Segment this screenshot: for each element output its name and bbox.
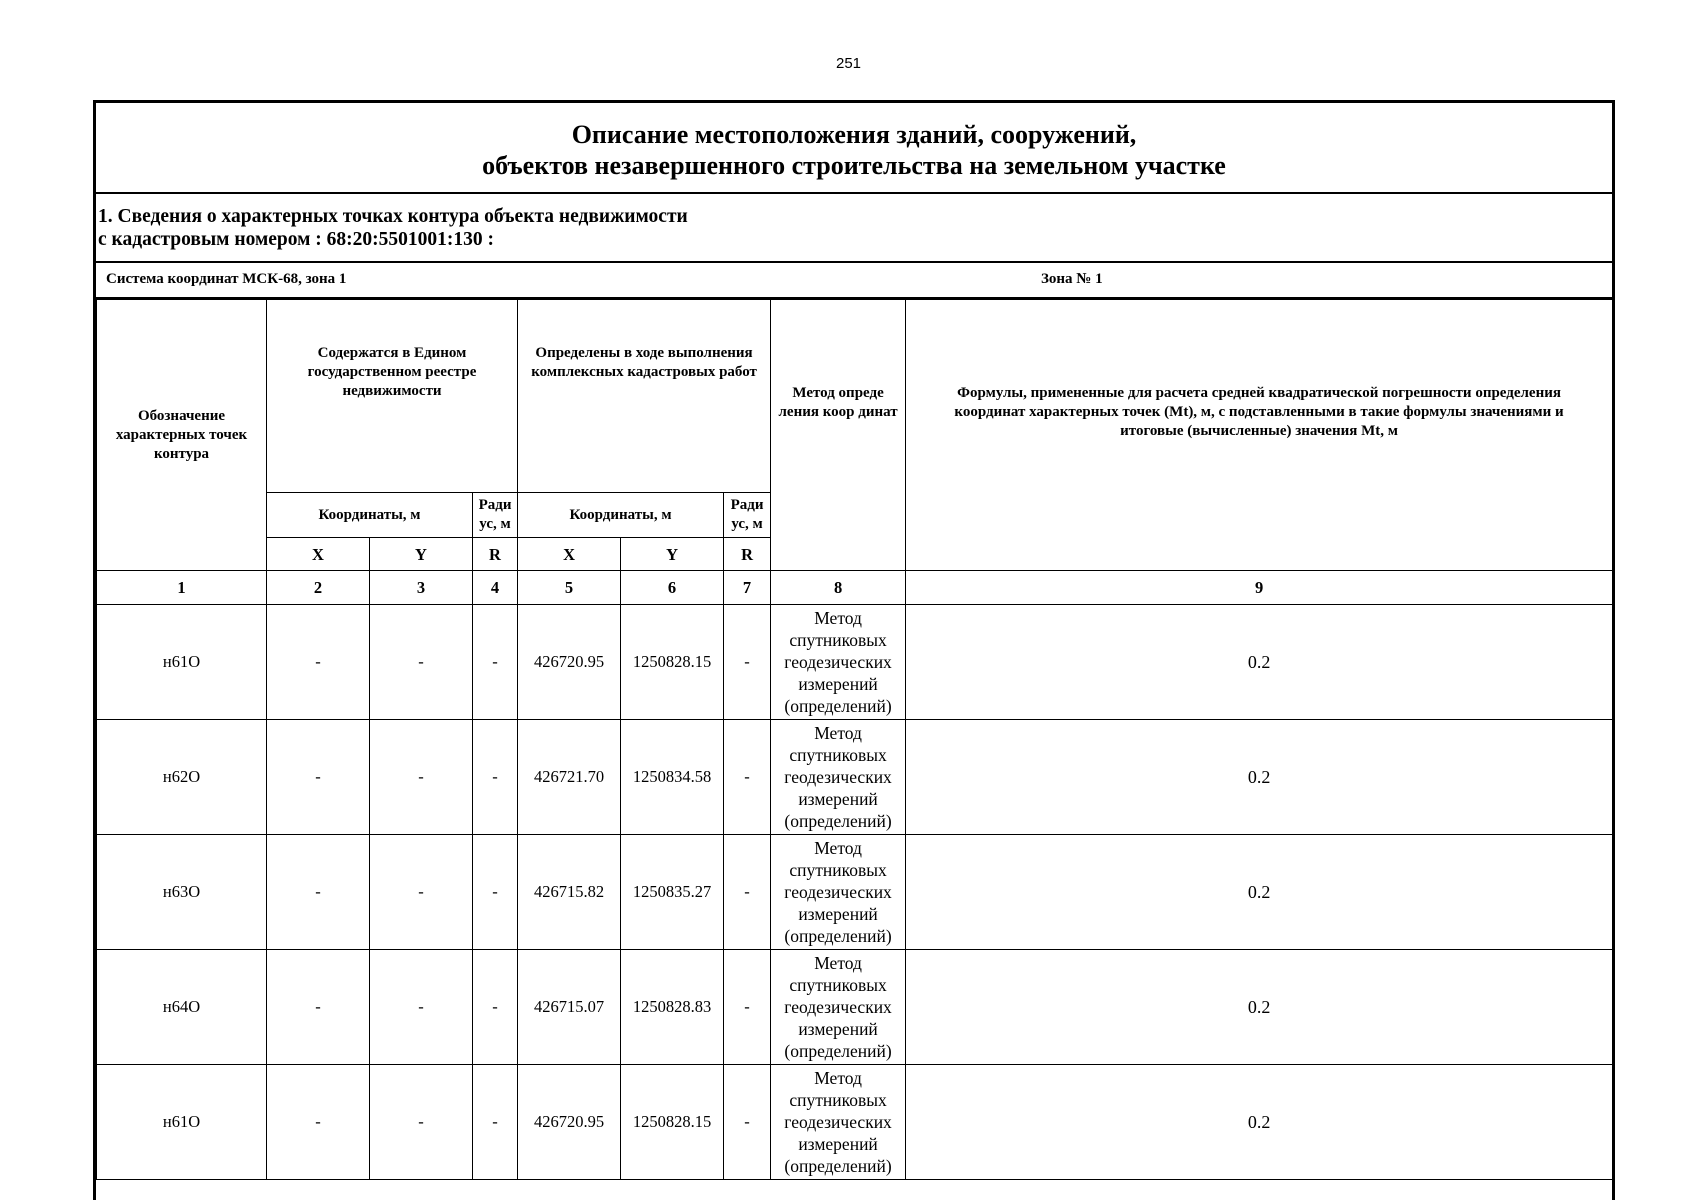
cell-r2: - bbox=[724, 835, 771, 950]
cell-r2: - bbox=[724, 605, 771, 720]
column-number: 6 bbox=[621, 571, 724, 605]
title-line-2: объектов незавершенного строительства на земельном участке bbox=[482, 151, 1226, 180]
cell-y2: 1250828.15 bbox=[621, 1065, 724, 1180]
coordinate-system-bar bbox=[96, 263, 1612, 299]
column-number: 7 bbox=[724, 571, 771, 605]
cell-y1: - bbox=[370, 835, 473, 950]
table-row bbox=[97, 1065, 1613, 1180]
header-y2: Y bbox=[621, 538, 724, 571]
section-line-2: с кадастровым номером : 68:20:5501001:130 : bbox=[98, 229, 494, 250]
section-heading bbox=[96, 194, 1612, 263]
cell-method: Метод спутниковых геодезических измерений (определений) bbox=[771, 720, 906, 835]
document-frame bbox=[93, 100, 1615, 1200]
cell-y1: - bbox=[370, 950, 473, 1065]
cell-y1: - bbox=[370, 605, 473, 720]
header-complex-radius: Ради ус, м bbox=[724, 493, 771, 538]
cell-r2: - bbox=[724, 1065, 771, 1180]
table-row bbox=[97, 605, 1613, 720]
cell-r1: - bbox=[473, 835, 518, 950]
table-row bbox=[97, 835, 1613, 950]
section-line-1: 1. Сведения о характерных точках контура объекта недвижимости bbox=[98, 206, 688, 227]
cell-r2: - bbox=[724, 720, 771, 835]
cell-mt: 0.2 bbox=[906, 1065, 1613, 1180]
cell-r1: - bbox=[473, 720, 518, 835]
cell-x2: 426715.07 bbox=[518, 950, 621, 1065]
cell-mt: 0.2 bbox=[906, 835, 1613, 950]
column-number: 5 bbox=[518, 571, 621, 605]
cell-method: Метод спутниковых геодезических измерений (определений) bbox=[771, 605, 906, 720]
header-complex: Определены в ходе выполнения комплексных кадастровых работ bbox=[518, 300, 771, 493]
header-complex-coords: Координаты, м bbox=[518, 493, 724, 538]
cell-y1: - bbox=[370, 720, 473, 835]
header-y1: Y bbox=[370, 538, 473, 571]
cell-r1: - bbox=[473, 605, 518, 720]
cell-y2: 1250828.83 bbox=[621, 950, 724, 1065]
cell-point: н61О bbox=[97, 1065, 267, 1180]
column-number: 8 bbox=[771, 571, 906, 605]
header-egrn-radius: Ради ус, м bbox=[473, 493, 518, 538]
cell-r1: - bbox=[473, 950, 518, 1065]
cell-x2: 426721.70 bbox=[518, 720, 621, 835]
cell-x2: 426720.95 bbox=[518, 1065, 621, 1180]
document-title bbox=[96, 103, 1612, 194]
header-r2: R bbox=[724, 538, 771, 571]
column-number: 1 bbox=[97, 571, 267, 605]
header-formula: Формулы, примененные для расчета средней квадратической погрешности определения координат характерных точек (Mt), м, с подставленными в такие формулы значениями и итоговые (вычисленные) значения Mt, м bbox=[906, 300, 1613, 571]
page-number: 251 bbox=[835, 55, 862, 72]
cell-point: н63О bbox=[97, 835, 267, 950]
cell-y2: 1250834.58 bbox=[621, 720, 724, 835]
table-row bbox=[97, 950, 1613, 1065]
column-number: 9 bbox=[906, 571, 1613, 605]
cell-x1: - bbox=[267, 950, 370, 1065]
coordinate-system: Система координат МСК-68, зона 1 bbox=[106, 271, 347, 287]
cell-x2: 426720.95 bbox=[518, 605, 621, 720]
cell-r1: - bbox=[473, 1065, 518, 1180]
cell-y1: - bbox=[370, 1065, 473, 1180]
table-row bbox=[97, 720, 1613, 835]
column-number: 3 bbox=[370, 571, 473, 605]
cell-method: Метод спутниковых геодезических измерений (определений) bbox=[771, 950, 906, 1065]
cell-mt: 0.2 bbox=[906, 720, 1613, 835]
cell-y2: 1250828.15 bbox=[621, 605, 724, 720]
points-table bbox=[96, 299, 1613, 1180]
cell-y2: 1250835.27 bbox=[621, 835, 724, 950]
header-egrn: Содержатся в Едином государственном реестре недвижимости bbox=[267, 300, 518, 493]
header-point: Обозначение характерных точек контура bbox=[97, 300, 267, 571]
cell-x2: 426715.82 bbox=[518, 835, 621, 950]
cell-point: н61О bbox=[97, 605, 267, 720]
cell-x1: - bbox=[267, 720, 370, 835]
header-method: Метод опреде ления коор динат bbox=[771, 300, 906, 571]
cell-r2: - bbox=[724, 950, 771, 1065]
column-number: 4 bbox=[473, 571, 518, 605]
column-number: 2 bbox=[267, 571, 370, 605]
cell-point: н64О bbox=[97, 950, 267, 1065]
cell-method: Метод спутниковых геодезических измерений (определений) bbox=[771, 1065, 906, 1180]
header-egrn-coords: Координаты, м bbox=[267, 493, 473, 538]
cell-point: н62О bbox=[97, 720, 267, 835]
cell-x1: - bbox=[267, 605, 370, 720]
header-r1: R bbox=[473, 538, 518, 571]
title-line-1: Описание местоположения зданий, сооружений, bbox=[571, 120, 1137, 149]
cell-method: Метод спутниковых геодезических измерений (определений) bbox=[771, 835, 906, 950]
cell-x1: - bbox=[267, 1065, 370, 1180]
cell-mt: 0.2 bbox=[906, 605, 1613, 720]
cell-mt: 0.2 bbox=[906, 950, 1613, 1065]
zone-label: Зона № 1 bbox=[1041, 271, 1103, 287]
header-x2: X bbox=[518, 538, 621, 571]
header-x1: X bbox=[267, 538, 370, 571]
column-numbers-row bbox=[97, 571, 1613, 605]
cell-x1: - bbox=[267, 835, 370, 950]
